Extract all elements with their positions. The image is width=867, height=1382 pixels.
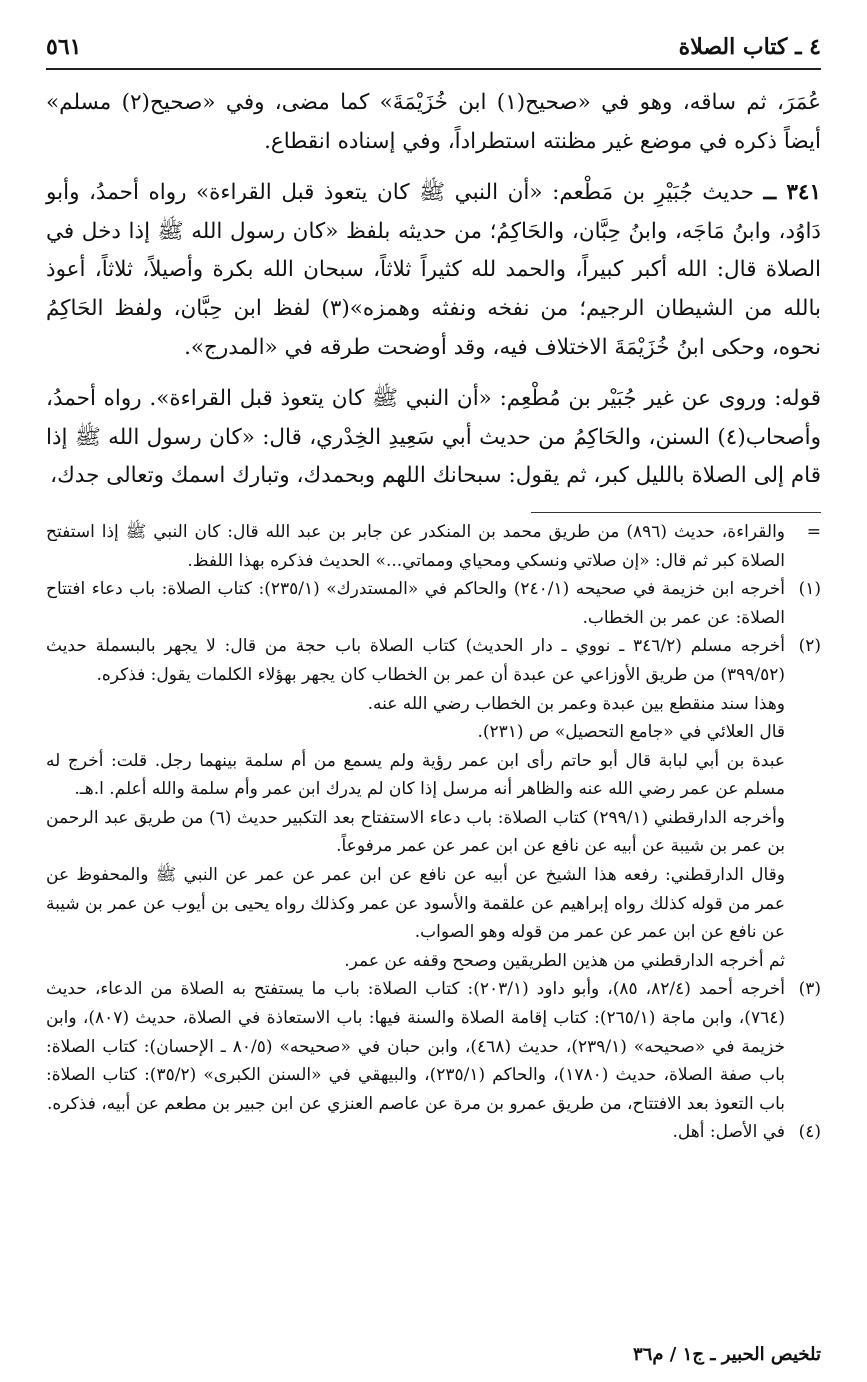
footnote-separator (531, 512, 821, 513)
continuation-marker: = (806, 521, 821, 542)
footnote-continuation-text: والقراءة، حديث (٨٩٦) من طريق محمد بن المنكدر عن جابر بن عبد الله قال: كان النبي ﷺ إذا استفتح الصلاة كبر ثم قال: «إن صلاتي ونسكي ومحياي ومماتي...» الحديث فذكره بهذا اللفظ. (46, 521, 786, 571)
main-text (46, 84, 821, 496)
footnote-2-line-e: وقال الدارقطني: رفعه هذا الشيخ عن أبيه عن نافع عن ابن عمر عن عمر عن النبي ﷺ والمحفوظ عن عمر من قوله كذلك رواه إبراهيم عن علقمة والأسود عن عمر وكذلك رواه يحيى بن أيوب عن عمر بن شيبة عن نافع عن ابن عمر عن عمر من قوله وهو الصواب. (46, 865, 786, 943)
footnote-3-text: أخرجه أحمد (٨٢/٤، ٨٥)، وأبو داود (٢٠٣/١): كتاب الصلاة: باب ما يستفتح به الصلاة من الدعاء، حديث (٧٦٤)، وابن ماجة (٢٦٥/١): كتاب إقامة الصلاة والسنة فيها: باب الاستعاذة في الصلاة، حديث (٨٠٧)، وابن خزيمة في «صحيحه» (٢٣٩/١)، حديث (٤٦٨)، وابن حبان في «صحيحه» (٨٠/٥ ـ الإحسان): كتاب الصلاة: باب صفة الصلاة، حديث (١٧٨٠)، والحاكم (٢٣٥/١)، والبيهقي في «السنن الكبرى» (٣٥/٢): كتاب الصلاة: باب التعوذ بعد الافتتاح، من طريق عمرو بن مرة عن عاصم العنزي عن ابن جبير بن مطعم عن أبيه، فذكره. (46, 979, 786, 1114)
footnote-2 (46, 632, 821, 689)
footnote-2-line-c: عبدة بن أبي لبابة قال أبو حاتم رأى ابن عمر رؤية ولم يسمع من أم سلمة بينهما رجل. قلت: أخرج له مسلم عن عمر رضي الله عنه والظاهر أنه مرسل إذا كان لم يدرك ابن عمر وأم سلمة والله أعلم. ا.هـ. (46, 750, 785, 800)
footnote-1-marker: (١) (798, 579, 821, 600)
footnote-3-marker: (٣) (798, 979, 821, 1000)
footnote-2-line-b: قال العلائي في «جامع التحصيل» ص (٢٣١). (477, 722, 785, 743)
footnote-2-marker: (٢) (798, 636, 821, 657)
page-number: ٥٦١ (46, 34, 82, 60)
footnote-4-marker: (٤) (798, 1122, 821, 1143)
paragraph-1: عُمَرَ، ثم ساقه، وهو في «صحيح(١) ابن خُزَيْمَةَ» كما مضى، وفي «صحيح(٢) مسلم» أيضاً ذكره في موضع غير مظنته استطراداً، وفي إسناده انقطاع. (46, 90, 822, 154)
paragraph-2 (46, 174, 821, 367)
footnote-2-line-f: ثم أخرجه الدارقطني من هذين الطريقين وصحح وقفه عن عمر. (344, 950, 785, 971)
chapter-title: ٤ ـ كتاب الصلاة (678, 34, 821, 60)
paragraph-3: قوله: وروى عن غير جُبَيْر بن مُطْعِم: «أن النبي ﷺ كان يتعوذ قبل القراءة». رواه أحمدُ، وأصحاب(٤) السنن، والحَاكِمُ من حديث أبي سَعِيدِ الخِدْري، قال: «كان رسول الله ﷺ إذا قام إلى الصلاة بالليل كبر، ثم يقول: سبحانك اللهم وبحمدك، وتبارك اسمك وتعالى جدك، (46, 386, 821, 489)
footnote-1-text: أخرجه ابن خزيمة في صحيحه (٢٤٠/١) والحاكم في «المستدرك» (٢٣٥/١): كتاب الصلاة: باب دعاء افتتاح الصلاة: عن عمر بن الخطاب. (46, 579, 785, 628)
footnote-2-line-a: وهذا سند منقطع بين عبدة وعمر بن الخطاب رضي الله عنه. (367, 693, 785, 714)
footnote-2-line-d: وأخرجه الدارقطني (٢٩٩/١) كتاب الصلاة: باب دعاء الاستفتاح بعد التكبير حديث (٦) من طريق عبد الرحمن بن عمر بن شيبة عن أبيه عن نافع عن ابن عمر عن عمر مرفوعاً. (46, 807, 786, 857)
footnote-2-text: أخرجه مسلم (٣٤٦/٢ ـ نووي ـ دار الحديث) كتاب الصلاة باب حجة من قال: لا يجهر بالبسملة حديث (٣٩٩/٥٢) من طريق الأوزاعي عن عبدة أن عمر بن الخطاب كان يجهر بهؤلاء الكلمات يقول: فذكره. (46, 636, 786, 685)
page-header (46, 28, 821, 68)
hadith-number: ٣٤١ ــ (763, 180, 821, 206)
header-rule (46, 68, 821, 70)
footnote-3 (46, 975, 821, 1118)
document-page (46, 28, 821, 1382)
footnotes (46, 518, 821, 1147)
paragraph-2-text: حديث جُبَيْرِ بن مَطْعم: «أن النبي ﷺ كان يتعوذ قبل القراءة» رواه أحمدُ، وأبو دَاوُد، وابنُ مَاجَه، وابنُ حِبَّان، والحَاكِمُ؛ من حديثه بلفظ «كان رسول الله ﷺ إذا دخل في الصلاة قال: الله أكبر كبيراً، والحمد لله كثيراً ثلاثاً، سبحان الله بكرة وأصيلاً، ثلاثاً، أعوذ بالله من الشيطان الرجيم؛ من نفخه ونفثه وهمزه»(٣) لفظ ابن حِبَّان، ولفظ الحَاكِمُ نحوه، وحكى ابنُ خُزَيْمَةَ الاختلاف فيه، وقد أوضحت طرقه في «المدرج». (46, 180, 821, 360)
footnote-4 (46, 1118, 821, 1147)
footnote-1 (46, 575, 821, 632)
footnote-4-text: في الأصل: أهل. (672, 1122, 785, 1143)
footnote-continuation (46, 518, 821, 575)
book-signature: تلخيص الحبير ـ ج١ / م٣٦ (633, 1344, 821, 1365)
